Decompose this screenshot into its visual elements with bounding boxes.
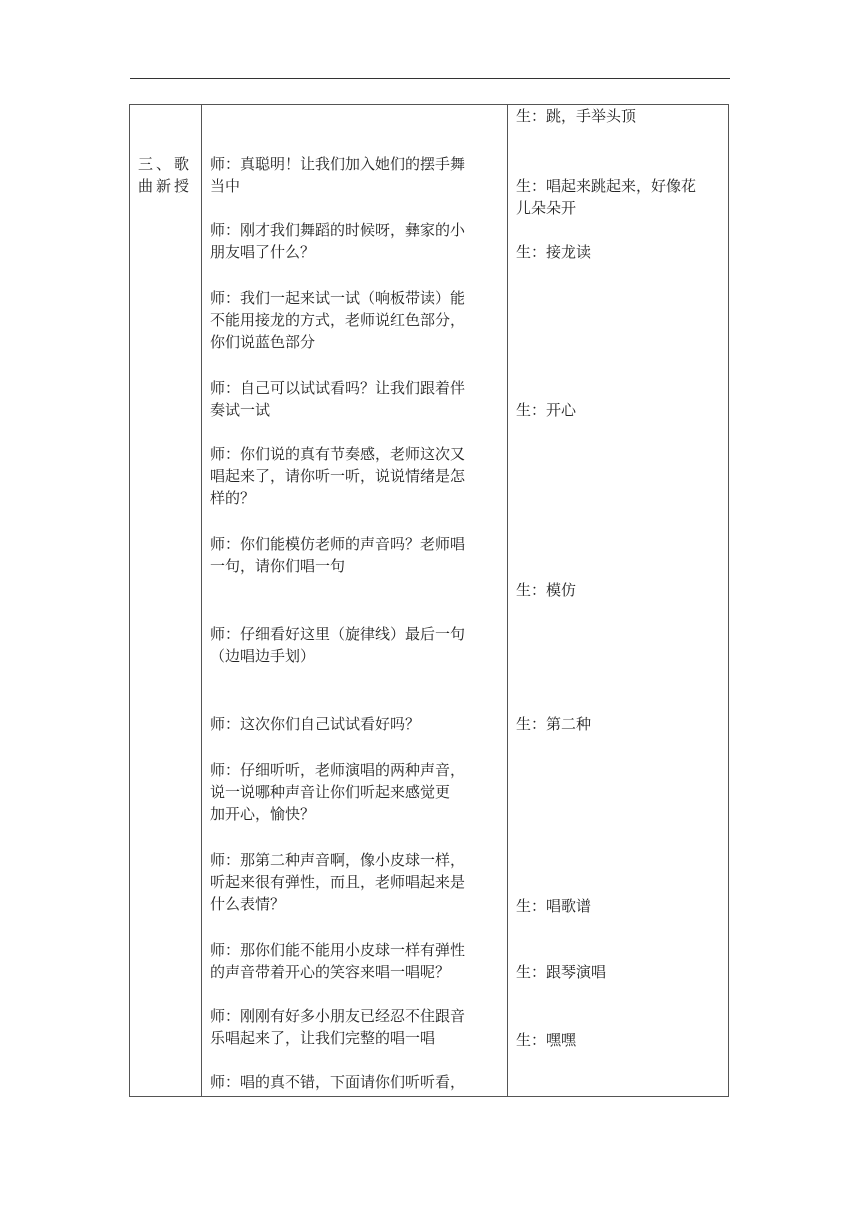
student-line: 生：模仿 (516, 581, 577, 599)
student-line-block (516, 105, 636, 127)
student-line: 儿朵朵开 (516, 199, 577, 217)
student-line: 生：跟琴演唱 (516, 963, 607, 981)
student-line-block (516, 895, 591, 917)
teacher-line-block (210, 377, 465, 421)
student-line: 生：嘿嘿 (516, 1031, 577, 1049)
student-line-block (516, 1029, 576, 1051)
teacher-line: 师：那你们能不能用小皮球一样有弹性 (210, 941, 466, 959)
teacher-line-block (210, 713, 420, 735)
teacher-line: 什么表情？ (210, 895, 286, 913)
student-line-block (516, 241, 591, 263)
section-label (138, 153, 192, 197)
teacher-line: 不能用接龙的方式，老师说红色部分， (210, 311, 466, 329)
teacher-line: （边唱边手划） (210, 647, 316, 665)
teacher-line: 师：那第二种声音啊，像小皮球一样， (210, 851, 466, 869)
student-line-block (516, 399, 576, 421)
section-label-line: 三、歌 (138, 155, 193, 173)
teacher-line-block (210, 623, 465, 667)
teacher-line-block (210, 287, 465, 353)
teacher-line-block (210, 759, 465, 825)
teacher-line: 加开心，愉快？ (210, 805, 316, 823)
teacher-line: 说一说哪种声音让你们听起来感觉更 (210, 783, 451, 801)
teacher-line: 乐唱起来了，让我们完整的唱一唱 (210, 1029, 436, 1047)
teacher-line-block (210, 533, 465, 577)
student-line: 生：第二种 (516, 715, 592, 733)
student-line: 生：跳，手举头顶 (516, 107, 637, 125)
lesson-plan-table (129, 104, 729, 1097)
column-divider-1 (201, 105, 202, 1096)
teacher-line: 一句，请你们唱一句 (210, 557, 346, 575)
teacher-line: 师：刚才我们舞蹈的时候呀，彝家的小 (210, 221, 466, 239)
teacher-line: 样的？ (210, 489, 256, 507)
teacher-line: 朋友唱了什么？ (210, 243, 316, 261)
teacher-line: 师：仔细听听，老师演唱的两种声音， (210, 761, 466, 779)
teacher-line-block (210, 1005, 465, 1049)
header-rule (130, 78, 730, 79)
student-line-block (516, 713, 591, 735)
teacher-line: 师：真聪明！让我们加入她们的摆手舞 (210, 155, 466, 173)
section-label-line: 曲新授 (138, 177, 193, 195)
teacher-line: 你们说蓝色部分 (210, 333, 316, 351)
teacher-line: 师：你们能模仿老师的声音吗？老师唱 (210, 535, 466, 553)
teacher-line: 当中 (210, 177, 241, 195)
teacher-line-block (210, 443, 465, 509)
teacher-line: 师：自己可以试试看吗？让我们跟着伴 (210, 379, 466, 397)
teacher-line-block (210, 1071, 465, 1093)
teacher-line-block (210, 219, 465, 263)
teacher-line: 师：仔细看好这里（旋律线）最后一句 (210, 625, 466, 643)
teacher-line-block (210, 153, 465, 197)
student-line: 生：接龙读 (516, 243, 592, 261)
teacher-line: 奏试一试 (210, 401, 271, 419)
student-line: 生：唱起来跳起来，好像花 (516, 177, 697, 195)
teacher-line: 师：这次你们自己试试看好吗？ (210, 715, 421, 733)
teacher-line: 的声音带着开心的笑容来唱一唱呢？ (210, 963, 451, 981)
student-line-block (516, 579, 576, 601)
teacher-line: 师：唱的真不错，下面请你们听听看， (210, 1073, 466, 1091)
teacher-line: 唱起来了，请你听一听，说说情绪是怎 (210, 467, 466, 485)
teacher-line: 师：刚刚有好多小朋友已经忍不住跟音 (210, 1007, 466, 1025)
student-line: 生：开心 (516, 401, 577, 419)
student-line: 生：唱歌谱 (516, 897, 592, 915)
teacher-line-block (210, 849, 465, 915)
student-line-block (516, 175, 696, 219)
student-line-block (516, 961, 606, 983)
teacher-line: 师：我们一起来试一试（响板带读）能 (210, 289, 466, 307)
teacher-line: 听起来很有弹性，而且，老师唱起来是 (210, 873, 466, 891)
teacher-line: 师：你们说的真有节奏感，老师这次又 (210, 445, 466, 463)
teacher-line-block (210, 939, 465, 983)
column-divider-2 (507, 105, 508, 1096)
